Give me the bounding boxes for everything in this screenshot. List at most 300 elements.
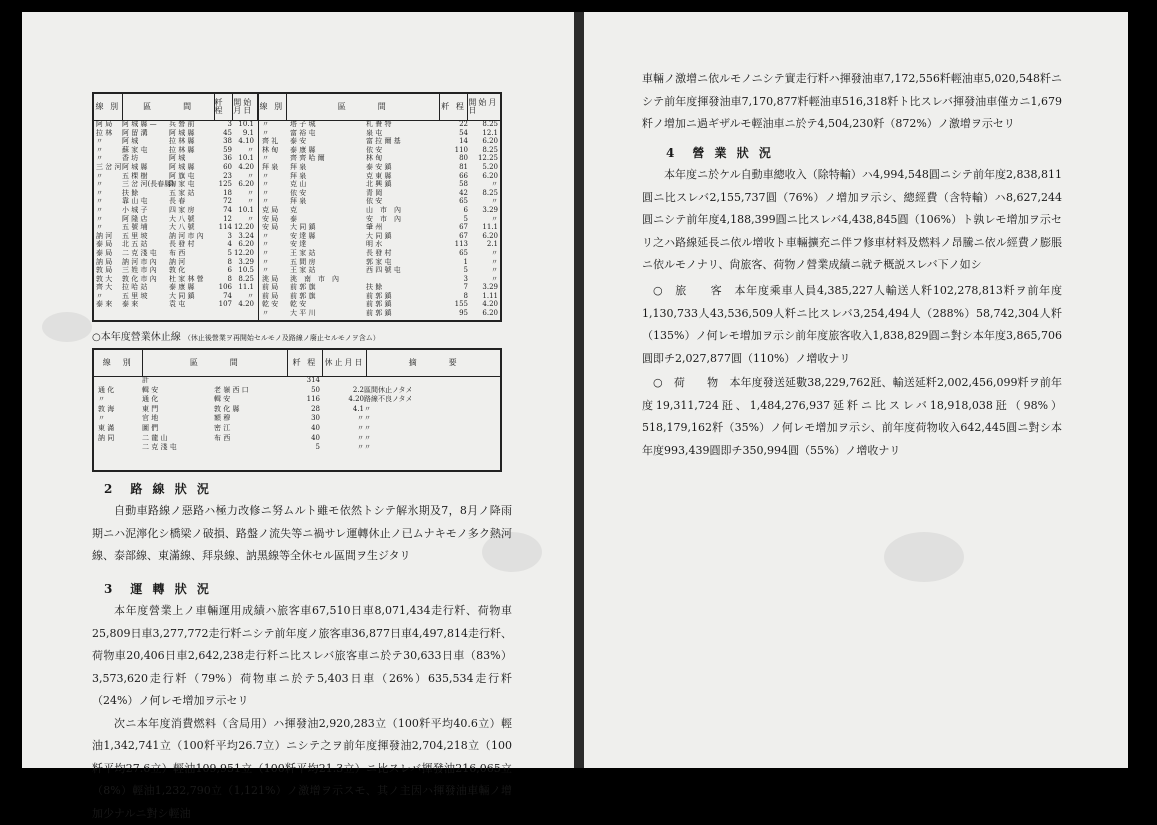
table-cell: 〃 bbox=[364, 405, 496, 415]
table-cell: 大 同 鎮 bbox=[169, 292, 214, 301]
table-row bbox=[96, 129, 256, 138]
freight-text: 本年度發送延數38,229,762瓩、輸送延粁2,002,456,099粁ヲ前年度19,311,724瓩、1,484,276,937延粁ニ比スレバ18,918,038瓩（98%）518,179,162粁（35%）ノ何レモ增加ヲ示シ、前年度荷物收入642,445圓ニ對シ本年度993,439圓即チ350,994圓（55%）ノ增收ナリ bbox=[642, 376, 1062, 457]
freight-paragraph bbox=[642, 372, 1062, 462]
table-row bbox=[96, 249, 256, 258]
table-cell: 蘇 家 屯 bbox=[122, 146, 169, 155]
table-cell: 11.1 bbox=[468, 223, 498, 232]
paragraph: 本年度ニ於ケル自動車總收入（除特輸）ハ4,994,548圓ニシテ前年度2,838,811圓ニ比スレバ2,155,737圓（76%）ノ增加ヲ示シ、總經費（含特輸）ハ8,627,244圓ニシテ前年度4,188,399圓ニ比スレバ4,438,845圓（106%）ト孰レモ增加ヲ示セリ之ハ路線延長ニ依ル增收ト車輛擴充ニ伴フ修車材料及燃料ノ昂騰ニ依ル經費ノ膨脹ニ依ルモノナリ、尙旅客、荷物ノ營業成績ニ就テ概説スレバ下ノ如シ bbox=[642, 164, 1062, 277]
suspended-table-header bbox=[94, 350, 500, 377]
table-row bbox=[262, 180, 500, 189]
table-cell: 〃 bbox=[468, 180, 498, 189]
table-cell: 拉 林 縣 bbox=[169, 146, 214, 155]
table-cell: 王 家 站 bbox=[290, 249, 366, 258]
table-cell: 安 局 bbox=[262, 223, 290, 232]
table-cell: 依 安 bbox=[366, 146, 442, 155]
table-cell: 5 bbox=[442, 215, 468, 224]
table-row bbox=[98, 434, 498, 444]
table-cell: 42 bbox=[442, 189, 468, 198]
table-row bbox=[98, 376, 498, 386]
table-cell: 富 裕 屯 bbox=[290, 129, 366, 138]
table-cell: 〃 bbox=[232, 292, 254, 301]
table-row bbox=[96, 163, 256, 172]
table-cell: 〃 bbox=[96, 154, 122, 163]
table-cell: 74 bbox=[214, 206, 232, 215]
table-cell: 前 局 bbox=[262, 283, 290, 292]
table-cell: 〃 bbox=[262, 249, 290, 258]
table-cell: 〃 bbox=[96, 206, 122, 215]
table-cell: 〃 bbox=[262, 232, 290, 241]
route-table-left-half bbox=[96, 120, 256, 320]
table-cell: 12.1 bbox=[468, 129, 498, 138]
table-cell: 前 郭 旗 bbox=[290, 292, 366, 301]
table-cell: 〃 bbox=[232, 172, 254, 181]
table-cell: 老 嶺 西 口 bbox=[214, 386, 286, 396]
table-cell: 訥 河 市 內 bbox=[169, 232, 214, 241]
table-cell: 阿 局 bbox=[96, 120, 122, 129]
table-cell: 泰 局 bbox=[96, 249, 122, 258]
header-cell: 區 間 bbox=[287, 94, 440, 120]
table-cell: 107 bbox=[214, 300, 232, 309]
table-cell: 8.25 bbox=[232, 275, 254, 284]
table-row bbox=[96, 266, 256, 275]
table-cell: 靠 山 屯 bbox=[122, 197, 169, 206]
table-cell: 〃 bbox=[262, 154, 290, 163]
table-cell: 區間休止ノタメ bbox=[364, 386, 496, 396]
table-cell: 3 bbox=[214, 232, 232, 241]
table-cell: 安 達 縣 bbox=[290, 232, 366, 241]
table-cell: 〃 bbox=[320, 424, 364, 434]
table-row bbox=[262, 223, 500, 232]
table-cell: 3 bbox=[214, 120, 232, 129]
book-gutter bbox=[574, 12, 584, 768]
table-cell: 敦 化 縣 bbox=[214, 405, 286, 415]
table-cell: 山 市 內 bbox=[366, 206, 442, 215]
table-row bbox=[262, 275, 500, 284]
table-cell: 乾 安 bbox=[290, 300, 366, 309]
header-cell: 線 別 bbox=[94, 94, 123, 120]
table-cell: 〃 bbox=[364, 443, 496, 453]
table-cell: 克 東 縣 bbox=[366, 172, 442, 181]
table-cell: 5 bbox=[442, 266, 468, 275]
table-cell: 〃 bbox=[96, 180, 122, 189]
table-row bbox=[96, 300, 256, 309]
table-cell: 阿 城 bbox=[122, 137, 169, 146]
table-cell: 東 滿 bbox=[98, 424, 142, 434]
caption-note: （休止後營業ヲ再開始セルモノ及路線ノ廢止セルモノヲ含ム） bbox=[184, 334, 380, 342]
table-cell: 4.10 bbox=[232, 137, 254, 146]
table-row bbox=[96, 240, 256, 249]
suspended-table-body bbox=[98, 376, 498, 470]
table-cell: 布 西 bbox=[214, 434, 286, 444]
table-row bbox=[262, 266, 500, 275]
table-cell: 11.1 bbox=[232, 283, 254, 292]
table-cell: 10.1 bbox=[232, 120, 254, 129]
table-cell: 泉 屯 bbox=[366, 129, 442, 138]
table-cell: 訥 河 市 內 bbox=[122, 258, 169, 267]
table-cell: 林 甸 bbox=[366, 154, 442, 163]
table-cell: 28 bbox=[286, 405, 320, 415]
table-row bbox=[96, 120, 256, 129]
table-cell: 三 姓 市 內 bbox=[122, 266, 169, 275]
table-cell: 齊 齊 哈 爾 bbox=[290, 154, 366, 163]
table-row bbox=[262, 197, 500, 206]
table-cell: 〃 bbox=[262, 180, 290, 189]
table-cell: 西 四 號 屯 bbox=[366, 266, 442, 275]
table-cell: 拉 林 縣 bbox=[169, 137, 214, 146]
table-row bbox=[98, 424, 498, 434]
route-table-right-half bbox=[262, 120, 500, 320]
table-cell: 三 岔 河 bbox=[96, 163, 122, 172]
table-cell: 泰 康 縣 bbox=[169, 283, 214, 292]
table-cell: 10.1 bbox=[232, 206, 254, 215]
table-cell: 洮 局 bbox=[262, 275, 290, 284]
paragraph: 自動車路線ノ惡路ハ極力改修ニ努ムルト雖モ依然トシテ解氷期及7，8月ノ降雨期ニハ泥濘化シ橋梁ノ破損、路盤ノ流失等ニ禍サレ運轉休止ノ已ムナキモノ多ク熱河線、泰部線、東滿線、拜泉線、訥黑線等全休セル區間ヲ生ジタリ bbox=[92, 500, 512, 568]
continued-text bbox=[642, 68, 1062, 136]
table-cell: 80 bbox=[442, 154, 468, 163]
table-cell: 札 賚 特 bbox=[366, 120, 442, 129]
header-cell: 線 別 bbox=[94, 350, 143, 376]
table-row bbox=[262, 309, 500, 318]
section-2-heading: 2 路 線 狀 況 bbox=[104, 480, 212, 497]
table-cell: 58 bbox=[442, 180, 468, 189]
table-cell: 前 局 bbox=[262, 292, 290, 301]
table-cell: 36 bbox=[214, 154, 232, 163]
table-row bbox=[262, 283, 500, 292]
table-cell: 〃 bbox=[262, 266, 290, 275]
right-page bbox=[584, 12, 1128, 768]
table-cell: 〃 bbox=[232, 146, 254, 155]
table-cell: 4.20 bbox=[468, 300, 498, 309]
table-cell: 齊 大 bbox=[96, 283, 122, 292]
table-row bbox=[262, 120, 500, 129]
table-cell: 155 bbox=[442, 300, 468, 309]
table-cell: 四 家 房 bbox=[169, 206, 214, 215]
table-cell: 54 bbox=[442, 129, 468, 138]
table-row bbox=[96, 215, 256, 224]
header-cell: 區 間 bbox=[143, 350, 289, 376]
table-cell: 泰 康 縣 bbox=[290, 146, 366, 155]
table-row bbox=[262, 154, 500, 163]
table-cell: 6.20 bbox=[468, 309, 498, 318]
table-cell: 阿 城 bbox=[169, 154, 214, 163]
table-cell: 〃 bbox=[320, 443, 364, 453]
table-cell: 〃 bbox=[96, 172, 122, 181]
section-3-body bbox=[92, 600, 512, 825]
table-cell: 北 興 鎮 bbox=[366, 180, 442, 189]
table-cell: 阿 旗 屯 bbox=[169, 172, 214, 181]
table-cell: 125 bbox=[214, 180, 232, 189]
table-cell: 6 bbox=[442, 206, 468, 215]
table-cell: 泰 安 bbox=[290, 137, 366, 146]
section-4-body bbox=[642, 164, 1062, 277]
table-cell: 額 穆 bbox=[214, 414, 286, 424]
table-cell: 8.25 bbox=[468, 189, 498, 198]
paragraph: 車輛ノ激增ニ依ルモノニシテ實走行粁ハ揮發油車7,172,556粁輕油車5,020,548粁ニシテ前年度揮發油車7,170,877粁輕油車516,318粁ト比スレバ揮發油車僅カニ1,679粁ノ增加ニ過ギザルモ輕油車ニ於テ4,504,230粁（872%）ノ激增ヲ示セリ bbox=[642, 68, 1062, 136]
table-cell: 9.1 bbox=[232, 129, 254, 138]
table-cell: 訥 局 bbox=[96, 258, 122, 267]
table-cell: 1 bbox=[442, 258, 468, 267]
table-cell: 65 bbox=[442, 249, 468, 258]
table-cell: 40 bbox=[286, 434, 320, 444]
table-cell: 五 號 埔 bbox=[122, 223, 169, 232]
table-cell: 6.20 bbox=[468, 172, 498, 181]
table-cell: 2.1 bbox=[468, 240, 498, 249]
table-cell: 8 bbox=[442, 292, 468, 301]
table-cell: 〃 bbox=[262, 120, 290, 129]
table-cell: 6.20 bbox=[232, 180, 254, 189]
table-cell: 〃 bbox=[98, 395, 142, 405]
table-cell: 〃 bbox=[96, 223, 122, 232]
table-row bbox=[262, 172, 500, 181]
table-cell bbox=[320, 376, 364, 386]
table-cell: 4 bbox=[214, 240, 232, 249]
table-row bbox=[98, 414, 498, 424]
table-cell: 12.25 bbox=[468, 154, 498, 163]
paragraph: 次ニ本年度消費燃料（含局用）ハ揮發油2,920,283立（100粁平均40.6立）輕油1,342,741立（100粁平均26.7立）ニシテ之ヲ前年度揮發油2,704,218立（100粁平均27.6立）輕油109,951立（100粁平均21.3立）ニ比スレバ揮發油216,065立（8%）輕油1,232,790立（1,121%）ノ激增ヲ示スモ、其ノ主因ハ揮發油車輛ノ增加少ナルニ對シ輕油 bbox=[92, 713, 512, 825]
table-cell: 74 bbox=[214, 292, 232, 301]
table-cell: 小 城 子 bbox=[122, 206, 169, 215]
table-cell: 洮 南 市 內 bbox=[290, 275, 366, 284]
table-cell: 克 局 bbox=[262, 206, 290, 215]
table-cell: 王 家 站 bbox=[290, 266, 366, 275]
table-cell: 泰 來 bbox=[122, 300, 169, 309]
table-cell: 圖 們 bbox=[142, 424, 214, 434]
table-cell bbox=[214, 376, 286, 386]
header-cell: 開始月日 bbox=[233, 94, 258, 120]
table-cell: 12.20 bbox=[232, 223, 254, 232]
table-cell: 〃 bbox=[262, 258, 290, 267]
section-4-heading: 4 營 業 狀 況 bbox=[666, 144, 774, 161]
table-cell: 8.25 bbox=[468, 120, 498, 129]
table-cell: 拉 林 bbox=[96, 129, 122, 138]
table-cell: 4.1 bbox=[320, 405, 364, 415]
table-cell: 阿 城 縣 bbox=[169, 163, 214, 172]
table-cell: 五 里 坡 bbox=[122, 232, 169, 241]
table-cell: 113 bbox=[442, 240, 468, 249]
table-cell: 〃 bbox=[468, 197, 498, 206]
table-cell: 泰 bbox=[290, 215, 366, 224]
table-cell: 敦 海 bbox=[98, 405, 142, 415]
table-cell: 前 郭 鎮 bbox=[366, 309, 442, 318]
table-cell: 〃 bbox=[232, 189, 254, 198]
table-cell: 〃 bbox=[468, 275, 498, 284]
passenger-text: 本年度乘車人員4,385,227人輸送人粁102,278,813粁ヲ前年度1,130,733人43,536,509人粁ニ比スレバ3,254,494人（288%）58,742,304人粁（135%）ノ何レモ增加ヲ示シ前年度旅客收入1,838,829圓ニ對シ本年度3,865,706圓即チ2,027,877圓（110%）ノ增收ナリ bbox=[642, 284, 1062, 365]
table-cell: 〃 bbox=[98, 414, 142, 424]
table-cell: 8.25 bbox=[468, 146, 498, 155]
table-cell: 東 門 bbox=[142, 405, 214, 415]
table-cell: 二 克 淺 屯 bbox=[142, 443, 214, 453]
table-cell: 二 克 淺 屯 bbox=[122, 249, 169, 258]
table-cell: 敦 大 bbox=[96, 275, 122, 284]
table-cell: 5 bbox=[286, 443, 320, 453]
table-row bbox=[98, 443, 498, 453]
section-2-body bbox=[92, 500, 512, 568]
table-cell: 安 局 bbox=[262, 215, 290, 224]
table-row bbox=[262, 163, 500, 172]
table-cell: 81 bbox=[442, 163, 468, 172]
table-cell: 12.20 bbox=[232, 249, 254, 258]
freight-label: ○ 荷 物 bbox=[653, 376, 718, 389]
table-row bbox=[96, 172, 256, 181]
table-cell: 兵 營 前 bbox=[169, 120, 214, 129]
table-cell: 3.24 bbox=[232, 232, 254, 241]
table-cell: 大 八 號 bbox=[169, 215, 214, 224]
table-cell: 〃 bbox=[96, 292, 122, 301]
table-cell: 克 bbox=[290, 206, 366, 215]
table-cell: 大 平 川 bbox=[290, 309, 366, 318]
table-cell: 郭 家 屯 bbox=[366, 258, 442, 267]
table-cell: 阿 隆 店 bbox=[122, 215, 169, 224]
table-cell: 輯 安 bbox=[214, 395, 286, 405]
table-cell: 拜 泉 bbox=[290, 197, 366, 206]
table-cell bbox=[98, 376, 142, 386]
table-cell: 4.20 bbox=[320, 395, 364, 405]
suspended-table bbox=[92, 348, 502, 472]
table-cell: 克 山 bbox=[290, 180, 366, 189]
header-cell: 線 別 bbox=[258, 94, 287, 120]
table-cell: 67 bbox=[442, 232, 468, 241]
table-cell: 45 bbox=[214, 129, 232, 138]
table-cell: 〃 bbox=[96, 189, 122, 198]
table-cell: 8 bbox=[214, 258, 232, 267]
table-cell: 22 bbox=[442, 120, 468, 129]
table-cell bbox=[364, 376, 496, 386]
table-cell: 〃 bbox=[96, 137, 122, 146]
table-row bbox=[262, 129, 500, 138]
table-cell: 北 五 站 bbox=[122, 240, 169, 249]
table-cell: 官 地 bbox=[142, 414, 214, 424]
table-cell: 6.20 bbox=[232, 240, 254, 249]
table-cell: 布 西 bbox=[169, 249, 214, 258]
table-cell: 訥 河 bbox=[169, 258, 214, 267]
table-cell: 大 八 號 bbox=[169, 223, 214, 232]
freight-entry bbox=[642, 372, 1062, 462]
table-row bbox=[98, 395, 498, 405]
table-cell: 66 bbox=[442, 172, 468, 181]
table-row bbox=[262, 258, 500, 267]
table-cell: 五 里 坡 bbox=[122, 292, 169, 301]
table-cell bbox=[98, 443, 142, 453]
table-cell: 阿 城 縣 — bbox=[122, 120, 169, 129]
header-cell: 粁 程 bbox=[288, 350, 323, 376]
table-cell: 30 bbox=[286, 414, 320, 424]
table-cell: 18 bbox=[214, 189, 232, 198]
table-cell: 拜 泉 bbox=[290, 172, 366, 181]
section-3-heading: 3 運 轉 狀 況 bbox=[104, 580, 212, 597]
table-cell: 60 bbox=[214, 163, 232, 172]
header-cell: 休止月日 bbox=[323, 350, 368, 376]
table-cell: 阿 留 溝 bbox=[122, 129, 169, 138]
header-cell: 開始月日 bbox=[468, 94, 500, 120]
table-cell: 59 bbox=[214, 146, 232, 155]
table-cell: 明 水 bbox=[366, 240, 442, 249]
table-cell: 阿 城 縣 bbox=[169, 129, 214, 138]
table-cell: 106 bbox=[214, 283, 232, 292]
table-cell: 314 bbox=[286, 376, 320, 386]
table-cell: 安 達 bbox=[290, 240, 366, 249]
route-table bbox=[92, 92, 502, 322]
table-cell: 齊 礼 bbox=[262, 137, 290, 146]
table-cell bbox=[214, 443, 286, 453]
table-cell: 3.29 bbox=[468, 206, 498, 215]
table-cell: 三 岔 河(長春縣) bbox=[122, 180, 169, 189]
table-cell: 林 甸 bbox=[262, 146, 290, 155]
table-cell: 二 龍 山 bbox=[142, 434, 214, 444]
table-cell: 長 發 村 bbox=[169, 240, 214, 249]
table-cell: 〃 bbox=[468, 215, 498, 224]
table-cell: 6.20 bbox=[468, 232, 498, 241]
table-cell: 密 江 bbox=[214, 424, 286, 434]
table-row bbox=[96, 283, 256, 292]
table-cell: 大 同 鎮 bbox=[366, 232, 442, 241]
table-cell: 110 bbox=[442, 146, 468, 155]
table-cell: 長 春 bbox=[169, 197, 214, 206]
table-cell: 五 棵 樹 bbox=[122, 172, 169, 181]
table-cell: 訥 河 bbox=[96, 232, 122, 241]
table-cell: 〃 bbox=[468, 266, 498, 275]
table-cell: 〃 bbox=[262, 197, 290, 206]
table-cell: 116 bbox=[286, 395, 320, 405]
table-cell: 50 bbox=[286, 386, 320, 396]
table-cell: 6 bbox=[214, 266, 232, 275]
header-cell: 區 間 bbox=[123, 94, 215, 120]
table-cell: 12 bbox=[214, 215, 232, 224]
passenger-entry bbox=[642, 280, 1062, 370]
table-cell: 65 bbox=[442, 197, 468, 206]
table-cell: 袁 屯 bbox=[169, 300, 214, 309]
table-cell: 2.2 bbox=[320, 386, 364, 396]
table-cell: 阿 城 縣 bbox=[122, 163, 169, 172]
table-cell: 5.20 bbox=[468, 163, 498, 172]
table-cell: 1.11 bbox=[468, 292, 498, 301]
table-cell: 乾 安 bbox=[262, 300, 290, 309]
table-cell: 五 家 站 bbox=[169, 189, 214, 198]
table-cell: 敦 局 bbox=[96, 266, 122, 275]
table-cell: 前 郭 鎮 bbox=[366, 300, 442, 309]
table-row bbox=[98, 405, 498, 415]
table-cell: 95 bbox=[442, 309, 468, 318]
table-cell: 4.20 bbox=[232, 163, 254, 172]
suspended-caption bbox=[92, 328, 380, 343]
table-cell: 安 市 內 bbox=[366, 215, 442, 224]
table-cell: 訥 同 bbox=[98, 434, 142, 444]
table-cell: 青 岡 bbox=[366, 189, 442, 198]
table-cell: 塔 子 城 bbox=[290, 120, 366, 129]
table-cell: 泰 安 鎮 bbox=[366, 163, 442, 172]
table-row bbox=[262, 137, 500, 146]
route-table-header bbox=[94, 94, 500, 121]
table-cell: 敦 化 bbox=[169, 266, 214, 275]
table-cell: 扶 餘 bbox=[366, 283, 442, 292]
table-cell: 3.29 bbox=[232, 258, 254, 267]
table-cell: 路線不良ノタメ bbox=[364, 395, 496, 405]
table-cell: 114 bbox=[214, 223, 232, 232]
header-cell: 粁 程 bbox=[440, 94, 469, 120]
table-row bbox=[96, 180, 256, 189]
table-row bbox=[262, 249, 500, 258]
table-cell: 前 郭 鎮 bbox=[366, 292, 442, 301]
table-cell: 6.20 bbox=[468, 137, 498, 146]
table-cell: 計 bbox=[142, 376, 214, 386]
left-page bbox=[22, 12, 574, 768]
table-row bbox=[262, 300, 500, 309]
passenger-label: ○ 旅 客 bbox=[653, 284, 723, 297]
table-cell: 〃 bbox=[262, 189, 290, 198]
table-row bbox=[96, 197, 256, 206]
table-cell: 3 bbox=[442, 275, 468, 284]
table-cell: 〃 bbox=[468, 258, 498, 267]
table-row bbox=[98, 386, 498, 396]
